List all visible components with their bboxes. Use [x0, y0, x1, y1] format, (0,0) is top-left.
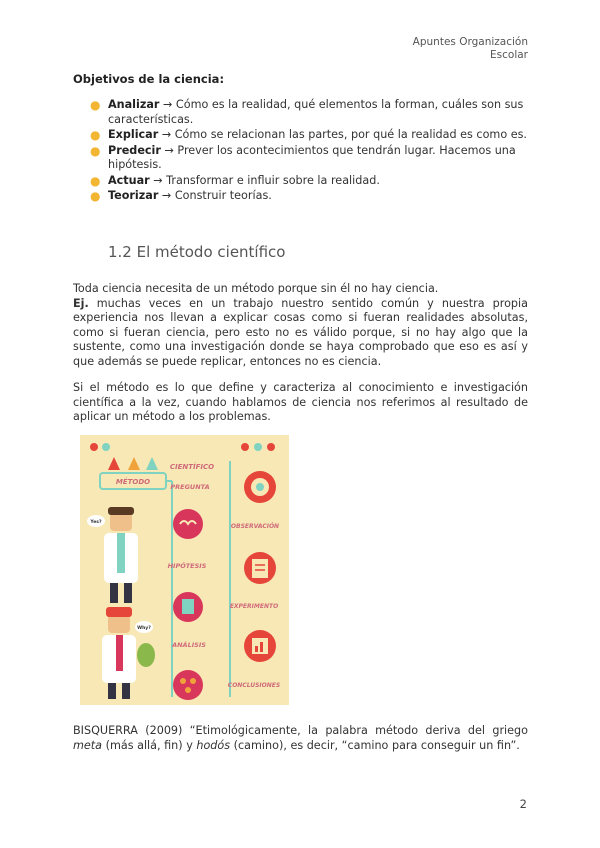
- arrow-icon: →: [161, 189, 172, 202]
- svg-text:Why?: Why?: [137, 626, 151, 631]
- arrow-icon: →: [161, 128, 172, 141]
- objective-text: Cómo es la realidad, qué elementos la forman, cuáles son sus características.: [108, 98, 524, 126]
- decor-dot: [102, 443, 110, 451]
- document-header: [413, 36, 528, 62]
- label-cientifico: CIENTÍFICO: [169, 463, 215, 471]
- paragraph-intro: Toda ciencia necesita de un método porque sin él no hay ciencia.: [73, 282, 439, 295]
- bullet-icon: ●: [90, 128, 101, 142]
- objective-text: Cómo se relacionan las partes, por qué la realidad es como es.: [174, 128, 527, 141]
- arrow-icon: →: [164, 143, 174, 157]
- example-label: Ej.: [73, 296, 89, 310]
- arrow-icon: →: [153, 173, 163, 187]
- label-observacion: OBSERVACIÓN: [230, 523, 280, 530]
- bullet-icon: ●: [90, 143, 101, 158]
- arrow-icon: →: [162, 98, 173, 111]
- list-item: [90, 128, 530, 143]
- label-hipotesis: HIPÓTESIS: [167, 562, 207, 570]
- scientific-method-infographic: [80, 435, 289, 705]
- bullet-icon: ●: [90, 98, 101, 112]
- paragraph-bisquerra: BISQUERRA (2009) “Etimológicamente, la palabra método deriva del griego meta (más allá, fin) y hodós (camino), es decir, “camino para conseguir un fin”.: [73, 724, 528, 752]
- objective-text: Prever los acontecimientos que tendrán lugar. Hacemos una hipótesis.: [108, 143, 516, 171]
- objective-term: Predecir: [108, 143, 161, 157]
- objective-text: Transformar e influir sobre la realidad.: [166, 173, 380, 187]
- objectives-list: [90, 98, 530, 205]
- objective-term: Explicar: [108, 128, 159, 141]
- label-pregunta: PREGUNTA: [170, 483, 210, 491]
- term-meta: meta: [73, 738, 103, 752]
- section-heading: 1.2 El método científico: [108, 243, 286, 261]
- conclusions-icon: [173, 670, 203, 700]
- decor-dot: [90, 443, 98, 451]
- objective-term: Analizar: [108, 98, 160, 111]
- list-item: [90, 98, 530, 127]
- objective-term: Actuar: [108, 173, 150, 187]
- paragraph-method-definition: Si el método es lo que define y caracteriza al conocimiento e investigación científica a la vez, cuando hablamos de ciencia nos referimos al resultado de aplicar un método a los problemas.: [73, 381, 528, 424]
- paragraph-method-necessity: [73, 282, 528, 370]
- svg-text:Yes?: Yes?: [90, 520, 102, 525]
- decor-dot: [254, 443, 262, 451]
- leaf-icon: [137, 643, 155, 667]
- label-metodo: MÉTODO: [115, 478, 151, 486]
- term-hodos: hodós: [196, 738, 231, 752]
- list-item: [90, 174, 530, 189]
- decor-dot: [267, 443, 275, 451]
- page-number: 2: [519, 797, 527, 811]
- example-text: muchas veces en un trabajo nuestro sentido común y nuestra propia experiencia nos llevan a explicar cosas como si fueran realidades absolutas, como si fueran ciencia, pero esto no es válido porque, si no hay algo que la sustente, como una investigación donde se haya comprobado que eso es así y que además se puede replicar, entonces no es ciencia.: [73, 296, 528, 368]
- objectives-title: Objetivos de la ciencia:: [73, 72, 225, 86]
- objective-term: Teorizar: [108, 189, 159, 202]
- decor-dot: [241, 443, 249, 451]
- list-item: [90, 189, 530, 204]
- bullet-icon: ●: [90, 173, 101, 188]
- header-line-2: Escolar: [490, 49, 528, 61]
- list-item: [90, 144, 530, 173]
- header-line-1: Apuntes Organización: [412, 36, 528, 48]
- scientist-head: [108, 615, 130, 633]
- label-experimento: EXPERIMENTO: [229, 603, 279, 610]
- bullet-icon: ●: [90, 189, 101, 203]
- label-conclusiones: CONCLUSIONES: [227, 682, 281, 689]
- label-analisis: ANÁLISIS: [172, 641, 206, 649]
- scientist-head: [110, 513, 132, 531]
- objective-text: Construir teorías.: [174, 189, 272, 202]
